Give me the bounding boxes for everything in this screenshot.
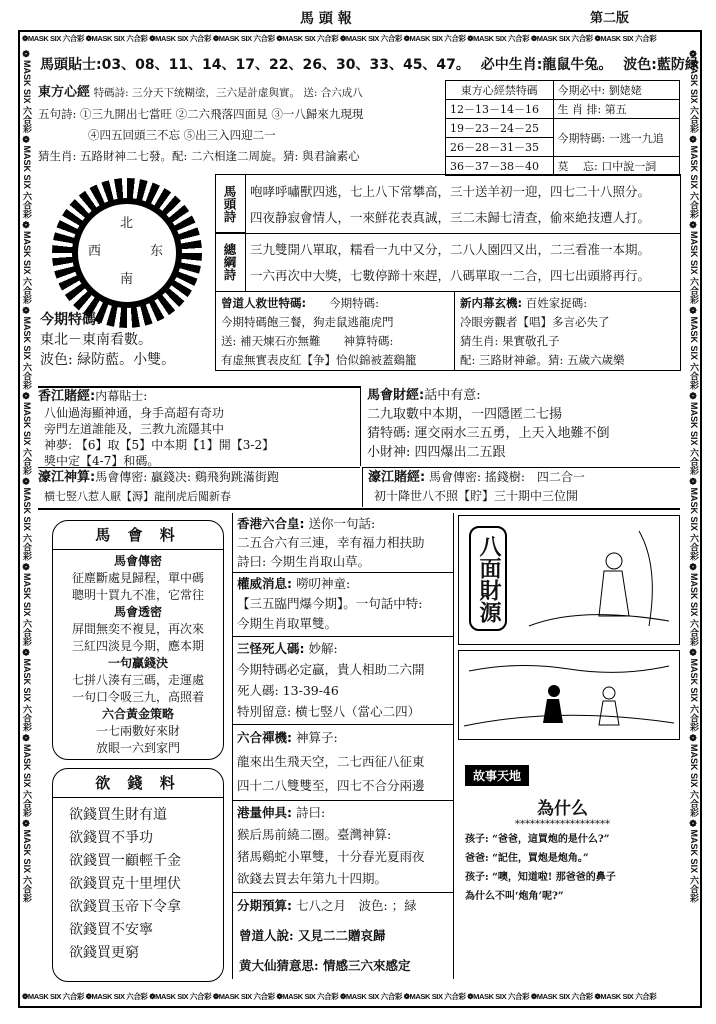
box-title: 濠江賭經:: [368, 470, 426, 485]
compass-wheel: [52, 178, 202, 328]
section-line: 屏間無奕不複見，再次來: [71, 622, 204, 636]
box-line: 小財神: 四四爆出二五跟: [367, 445, 506, 460]
yuqian-liao-box: [52, 768, 224, 982]
box-title: 港量伸具:: [237, 805, 292, 820]
illustration-travelers: [458, 650, 680, 740]
scholar-drawing: [519, 526, 674, 636]
wheel-caption: [40, 310, 175, 370]
dongfang-line: 猜生肖: 五路財神二七發。配: 二六相逢二周旋。猜: 與君論素心: [38, 149, 360, 163]
box-line: 獎中定【4-7】和碼。: [44, 454, 160, 468]
box-sub: 内幕貼士:: [95, 389, 148, 403]
middle-column: [232, 513, 454, 979]
box-line: 冷眼旁觀者【唱】多言必失了: [460, 315, 610, 329]
fenqi-title: 分期預算:: [237, 898, 292, 913]
box-line: 猴后馬前繞二圈。臺灣神算:: [237, 827, 392, 842]
top-strip: ❁MASK SIX 六合彩 ❁MASK SIX 六合彩 ❁MASK SIX 六合彩 ❁MASK SIX 六合彩 ❁MASK SIX 六合彩 ❁MASK SIX 六合彩 ❁MASK SIX 六合彩 ❁MASK SIX 六合彩 ❁MASK SIX 六合彩 ❁MASK SIX 六合彩: [22, 34, 657, 43]
box-sub: 嘮叨神童:: [295, 576, 351, 591]
box-line: 旁門左道誰能及，三教九流隱其中: [44, 422, 225, 436]
haojiang-shensuan: [38, 467, 360, 507]
south-label: 南: [120, 272, 134, 287]
zodiac-label: 必中生肖:: [480, 57, 543, 73]
horse-poem: [250, 179, 650, 231]
color-label: 波色:: [623, 57, 657, 73]
west-label: 西: [88, 244, 102, 259]
left-strip: ❁MASK SIX 六合彩 ❁MASK SIX 六合彩 ❁MASK SIX 六合彩 ❁MASK SIX 六合彩 ❁MASK SIX 六合彩 ❁MASK SIX 六合彩 ❁MASK SIX 六合彩 ❁MASK SIX 六合彩 ❁MASK SIX 六合彩 ❁MASK SIX 六合彩: [22, 50, 32, 903]
right-strip: ❁MASK SIX 六合彩 ❁MASK SIX 六合彩 ❁MASK SIX 六合彩 ❁MASK SIX 六合彩 ❁MASK SIX 六合彩 ❁MASK SIX 六合彩 ❁MASK SIX 六合彩 ❁MASK SIX 六合彩 ❁MASK SIX 六合彩 ❁MASK SIX 六合彩: [689, 50, 699, 903]
story-tag: 故事天地: [465, 765, 529, 786]
mahui-liao-box: [52, 520, 224, 760]
section-head: 一句贏錢決: [107, 656, 168, 670]
number-row: 26－28－31－35: [446, 138, 554, 157]
yuqian-liao-title: 欲 錢 料: [53, 769, 223, 798]
box-sub: 馬會傳密: 搖錢樹: 四二合一: [429, 470, 585, 484]
box-sub: 詩曰:: [295, 805, 326, 820]
section-head: 馬會傳密: [113, 554, 162, 568]
banner-text: 八面財源: [469, 526, 507, 631]
box-title: 馬會財經:: [367, 388, 425, 403]
caijing-box: [360, 386, 680, 466]
haojiang-dujing: [362, 467, 680, 507]
poem-line: 四夜静寂會情人，一來鮮花表真誠，三二未歸七清查，偷來絶技遭人打。: [250, 210, 651, 225]
east-label: 东: [150, 244, 164, 259]
box-line: 配: 三路財神爺。猜: 五歲六歲樂: [460, 353, 625, 367]
box-sub: 話中有意:: [424, 388, 481, 403]
box-title: 濠江神算:: [38, 470, 96, 485]
box-line: 猜生肖: 果實敬孔子: [460, 334, 560, 348]
section-head: 馬會透密: [113, 605, 162, 619]
dongfang-table: [445, 80, 680, 176]
yuqian-line: 欲錢買更窮: [69, 945, 139, 961]
travelers-drawing: [459, 651, 678, 738]
section-line: 七拼八湊有三碼，走運處: [71, 673, 204, 687]
value: 第五: [604, 103, 627, 116]
dongfang-line: ④四五回頭三不忘 ⑤出三入四迎二一: [88, 128, 276, 142]
mahui-liao-title: 馬 會 料: [53, 521, 223, 550]
box-sub: 送你一句話:: [308, 516, 376, 531]
value: 一逃一九追: [608, 131, 664, 145]
box-line: 猪馬鷄蛇小單雙，十分春光夏雨夜: [237, 849, 425, 864]
story-line: 為什么不叫‘炮角’呢?”: [465, 891, 564, 902]
box-line: 四十二八雙雙至，四七不合分兩邊: [237, 778, 425, 793]
number-row: 12－13－14－16: [446, 100, 554, 119]
number-row: 19－23－24－25: [446, 119, 554, 138]
poems-box: [215, 174, 681, 292]
box-line: 横七竪八惹人厭【溽】龍削虎后闖新春: [44, 490, 231, 503]
box-sub: 百姓家捉碼:: [525, 296, 588, 310]
box-title: 新内幕玄機:: [460, 296, 523, 310]
headline: [40, 54, 699, 74]
box-sub: 今期特碼:: [329, 296, 379, 310]
huangdaxian: 黄大仙猜意思: 情感三六來感定: [239, 958, 411, 973]
box-line: 今期特碼必定贏，貴人相助二六開: [237, 662, 425, 677]
story-divider: *******************: [515, 819, 610, 830]
zodiac-value: 龍鼠牛兔。: [542, 57, 613, 73]
label: 今期特碼:: [557, 131, 606, 145]
box-line: 猜特碼: 運交兩水三五勇，上天入地難不倒: [367, 426, 610, 441]
value: 口中說一詞: [601, 160, 657, 173]
color-value: 藍防緑: [656, 57, 699, 73]
section-line: 聰明十買九不准，它常往: [71, 588, 204, 602]
box-sub: 神算子:: [295, 730, 338, 745]
box-line: 二九取數中本期，一四隱匿二七揚: [367, 407, 563, 422]
box-sub: 妙解:: [308, 641, 338, 656]
tips-label: 馬頭貼士:: [40, 57, 102, 73]
north-label: 北: [120, 216, 134, 231]
box-line: 有虚無實表皮紅【争】恰似錦被蓋鷄籠: [221, 353, 417, 367]
story-line: 孩子: “噢，知道啦! 那爸爸的鼻子: [465, 872, 616, 883]
dongfang-line: 五句詩: ①三九開出七當旺 ②二六飛落四面見 ③一八歸來九現現: [38, 107, 364, 121]
section-line: 放眼一六到家門: [95, 741, 180, 755]
story-section: [465, 765, 680, 906]
box-title: 六合禪機:: [237, 730, 292, 745]
box-line: 今期特碼飽三餐，狗走鼠逃龍虎門: [221, 315, 394, 329]
label: 莫 忘:: [557, 160, 598, 173]
box-line: 二五合六有三連，幸有福力相扶助: [237, 535, 425, 550]
neimu-box: [454, 291, 681, 371]
yuqian-line: 欲錢買克十里埋伏: [69, 876, 181, 892]
number-row: 36－37－38－40: [446, 157, 554, 176]
wheel-line: 東北－東南看數。: [40, 332, 152, 348]
total-poem-label: 總綱詩: [216, 233, 246, 291]
bottom-strip: ❁MASK SIX 六合彩 ❁MASK SIX 六合彩 ❁MASK SIX 六合彩 ❁MASK SIX 六合彩 ❁MASK SIX 六合彩 ❁MASK SIX 六合彩 ❁MASK SIX 六合彩 ❁MASK SIX 六合彩 ❁MASK SIX 六合彩 ❁MASK SIX 六合彩: [22, 992, 657, 1001]
fenqi-text: 七八之月 波色: ；緑: [295, 898, 417, 913]
masthead: 馬 頭 報: [300, 11, 352, 27]
section-line: 一句口令吸三九，高照着: [71, 690, 204, 704]
total-poem: [250, 237, 650, 289]
dongfang-section: [38, 82, 443, 167]
story-title: 為什么: [537, 799, 588, 819]
box-line: 八仙過海顯神通，身手高超有奇功: [44, 406, 225, 420]
poem-line: 一六再次中大獎，七數停蹄十來趕，八碼單取一二合，四七出頭將再行。: [250, 268, 651, 283]
box-line: 龍來出生飛天空，二七西征八征東: [237, 754, 425, 769]
yuqian-line: 欲錢買不安寧: [69, 922, 153, 938]
box-title: 曾道人救世特碼:: [221, 296, 307, 310]
wheel-title: 今期特碼:: [40, 312, 102, 328]
yuqian-line: 欲錢買一顧輕千金: [69, 853, 181, 869]
dongfang-line: 特碼詩: 三分天下统糊塗，三六是計虚與實。 送: 合六成八: [93, 87, 363, 99]
yuqian-line: 欲錢買玉帝下令拿: [69, 899, 181, 915]
section-head: 六合黃金策略: [101, 707, 174, 721]
story-line: 爸爸: “記住，買炮是炮角。”: [465, 853, 589, 864]
box-line: 【三五臨門爆今期】。一句話中特:: [237, 596, 423, 611]
horse-poem-label: 馬頭詩: [216, 175, 246, 233]
value: 劉姥姥: [608, 84, 642, 97]
section-line: 一七兩數好來財: [95, 724, 180, 738]
zengdao-box: [215, 291, 455, 371]
wheel-line: 波色: 緑防藍。小雙。: [40, 352, 176, 368]
edition-label: 第二版: [590, 11, 630, 26]
illustration-scholar: [458, 515, 680, 645]
box-line: 詩曰: 今期生肖取山草。: [237, 554, 371, 569]
box-line: 死人碼: 13-39-46: [237, 683, 339, 698]
section-line: 三紅四淡見今期，應本期: [71, 639, 204, 653]
yuqian-line: 欲錢買不爭功: [69, 830, 153, 846]
story-line: 孩子: “爸爸，這買炮的是什么?”: [465, 834, 610, 845]
box-sub: 馬會傳密: 贏錢决: 鷄飛狗跳滿街跑: [95, 470, 279, 484]
box-line: 欲錢去買去年第九十四期。: [237, 871, 388, 886]
yuqian-line: 欲錢買生財有道: [69, 807, 167, 823]
box-title: 香江賭經:: [38, 389, 96, 404]
box-line: 今期生肖取單雙。: [237, 616, 338, 631]
tips-numbers: 03、08、11、14、17、22、26、30、33、45、47。: [101, 57, 470, 73]
zengdao-says: 曾道人說: 又見二二贈哀歸: [239, 928, 386, 943]
table-header: 東方心經禁特碼: [446, 81, 554, 100]
poem-line: 咆哮呼嘯獸四逃，七上八下常攀高，三十送羊初一迎，四七二十八照分。: [250, 184, 651, 199]
box-line: 初十降世八不照【貯】三十期中三位開: [374, 489, 579, 503]
poem-line: 三九雙開八單取，糯看一九中又分，二八人園四又出，二三看准一本期。: [250, 242, 651, 257]
label: 生 肖 排:: [557, 103, 602, 116]
box-title: 三怪死人碼:: [237, 641, 305, 656]
box-title: 香港六合皇:: [237, 516, 305, 531]
section-line: 征塵斷處見歸程，單中碼: [71, 571, 204, 585]
box-line: 神夢: 【6】取【5】中本期【1】開【3-2】: [44, 438, 275, 452]
dongfang-title: 東方心經: [38, 85, 91, 100]
box-title: 權威消息:: [237, 576, 292, 591]
box-line: 送: 補天煉石亦無難 神算特碼:: [221, 334, 394, 348]
box-line: 特別留意: 横七竪八（當心二四）: [237, 704, 421, 719]
label: 今期必中:: [557, 84, 606, 97]
xiangjiang-box: [38, 386, 360, 466]
